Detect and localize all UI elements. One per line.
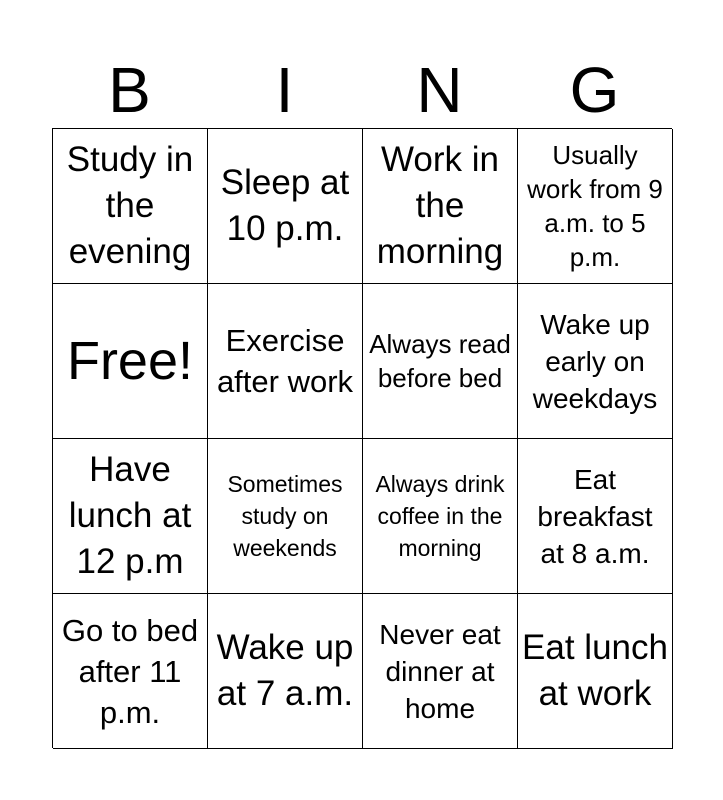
bingo-cell[interactable]: Sleep at 10 p.m. xyxy=(208,129,363,284)
bingo-free-cell[interactable]: Free! xyxy=(53,284,208,439)
header-letter-i: I xyxy=(275,54,294,126)
header-letter-n: N xyxy=(416,54,463,126)
bingo-cell[interactable]: Always read before bed xyxy=(363,284,518,439)
bingo-cell[interactable]: Wake up early on weekdays xyxy=(518,284,673,439)
bingo-cell[interactable]: Wake up at 7 a.m. xyxy=(208,594,363,749)
header-letter-g: G xyxy=(569,54,620,126)
bingo-cell[interactable]: Eat lunch at work xyxy=(518,594,673,749)
bingo-cell[interactable]: Have lunch at 12 p.m xyxy=(53,439,208,594)
bingo-grid xyxy=(52,128,672,748)
bingo-cell[interactable]: Never eat dinner at home xyxy=(363,594,518,749)
header-letter-b: B xyxy=(108,54,151,126)
bingo-header xyxy=(52,55,672,125)
bingo-cell[interactable]: Sometimes study on weekends xyxy=(208,439,363,594)
bingo-cell[interactable]: Eat breakfast at 8 a.m. xyxy=(518,439,673,594)
bingo-cell[interactable]: Exercise after work xyxy=(208,284,363,439)
bingo-cell[interactable]: Always drink coffee in the morning xyxy=(363,439,518,594)
bingo-cell[interactable]: Work in the morning xyxy=(363,129,518,284)
bingo-cell[interactable]: Go to bed after 11 p.m. xyxy=(53,594,208,749)
bingo-cell[interactable]: Usually work from 9 a.m. to 5 p.m. xyxy=(518,129,673,284)
bingo-cell[interactable]: Study in the evening xyxy=(53,129,208,284)
